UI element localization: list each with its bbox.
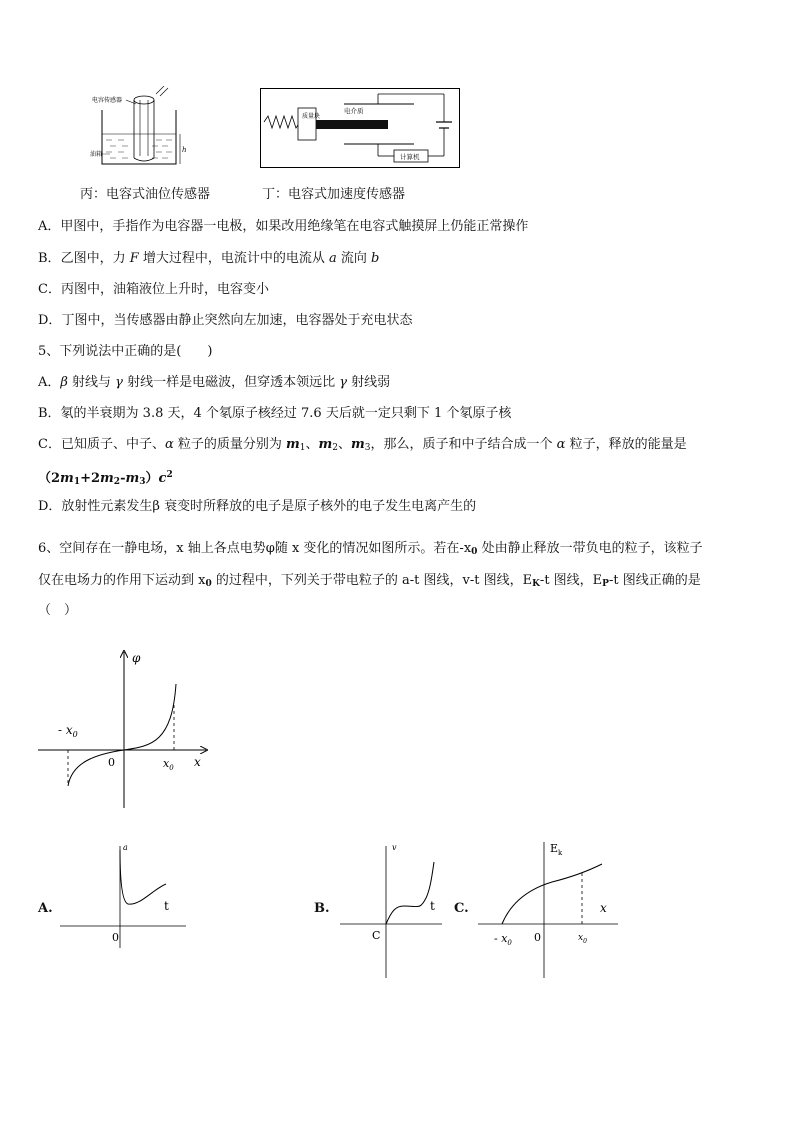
subscript: 0 [471,547,478,557]
q4-option-b [38,250,379,268]
x0-label: $x_0$ [578,933,587,945]
stem-text: 处由静止释放一带负电的粒子，该粒子 [477,541,703,556]
symbol-beta: β [60,375,68,390]
stem-text: 仅在电场力的作用下运动到 x [38,573,206,588]
option-b-label: B. [314,901,330,916]
symbol-c: c [158,471,167,486]
origin-label: 0 [534,931,541,944]
q5-option-a [38,374,390,392]
option-letter: A． [38,219,61,234]
q5-option-d: D．放射性元素发生β 衰变时所释放的电子是原子核外的电子发生电离产生的 [38,499,477,514]
ek-label: $E_k$ [550,842,563,857]
stem-text: -t 图线，E [539,573,603,588]
subscript: 3 [364,443,371,453]
x-axis-label: x [194,755,201,769]
subscript: 1 [299,443,306,453]
phi-x-graph [36,646,212,814]
subscript: 3 [139,477,146,487]
option-c-graph [478,838,622,982]
label-dielectric: 电介质 [344,107,364,115]
formula-part: ） [145,471,159,486]
option-text: 乙图中，力 [60,251,130,266]
option-text: 丙图中，油箱液位上升时，电容变小 [60,282,269,297]
option-text: 流向 [336,251,372,266]
q4-option-a [38,218,528,236]
q4-option-c [38,281,269,299]
q5-stem: 5、下列说法中正确的是( ) [38,344,213,359]
symbol-a: a [329,251,337,266]
a-label: a [123,843,128,852]
t-label: t [164,899,169,913]
symbol-m: m [286,437,300,452]
symbol-m: m [318,437,333,452]
caption-bing: 丙：电容式油位传感器 [80,187,211,202]
option-letter: D． [38,313,62,328]
symbol-f: F [129,251,139,266]
option-letter: B． [38,251,61,266]
symbol-b: b [371,251,380,266]
option-text: 增大过程中，电流计中的电流从 [138,251,329,266]
figure-bing-oil-sensor [88,86,193,172]
q6-stem-line3: （ ） [38,603,78,618]
subscript: 0 [205,579,212,589]
option-c-label: C. [454,901,469,916]
option-text: ，那么，质子和中子结合成一个 [370,437,557,452]
option-text: 粒子，释放的能量是 [565,437,687,452]
option-text: 甲图中，手指作为电容器一电极，如果改用绝缘笔在电容式触摸屏上仍能正常操作 [60,219,529,234]
symbol-alpha: α [164,437,174,452]
label-mass-block: 质量块 [302,113,321,120]
q5-option-c-formula [38,466,173,491]
q6-stem-line2 [38,572,701,593]
symbol-m: m [60,471,74,486]
label-computer: 计算机 [400,153,420,161]
option-text: 射线一样是电磁波，但穿透本领远比 [122,375,340,390]
stem-text: 的过程中，下列关于带电粒子的 a-t 图线，v-t 图线，E [211,573,533,588]
option-a-label: A. [38,901,53,916]
subscript: P [602,579,609,589]
option-text: C．已知质子、中子、 [38,437,165,452]
neg-x0-label: - $x_0$ [58,723,78,739]
origin-label: 0 [112,931,119,944]
subscript: 2 [113,477,121,487]
figure-ding-acceleration-sensor [260,88,460,168]
symbol-m: m [351,437,365,452]
symbol-gamma: γ [115,375,123,390]
formula-part: +2 [80,471,101,486]
subscript: K [532,579,540,589]
x0-label: $x_0$ [163,757,174,772]
phi-label: φ [132,651,141,665]
q5-option-b: B．氡的半衰期为 3.8 天，4 个氡原子核经过 7.6 天后就一定只剩下 1 个氡原子核 [38,406,512,421]
symbol-m: m [100,471,114,486]
x-axis-label: x [600,901,607,915]
option-text: 射线与 [67,375,116,390]
q6-stem-line1 [38,540,703,561]
subscript: 1 [73,477,81,487]
label-oil-tank: 油箱 [90,151,103,158]
symbol-gamma: γ [339,375,347,390]
superscript: 2 [166,470,173,480]
symbol-alpha: α [556,437,566,452]
origin-label: C [372,929,381,942]
stem-text: -t 图线正确的是 [608,573,701,588]
formula-part: - [120,471,126,486]
option-b-graph [340,840,450,980]
origin-label: 0 [108,756,115,769]
option-letter: A． [38,375,61,390]
symbol-m: m [125,471,140,486]
option-text: 丁图中，当传感器由静止突然向左加速，电容器处于充电状态 [61,313,413,328]
label-capacitive-sensor: 电容传感器 [92,97,123,104]
option-text: 射线弱 [347,375,391,390]
q4-option-d [38,312,412,330]
label-h: h [182,146,187,154]
t-label: t [430,899,435,913]
v-label: v [392,843,397,852]
q5-option-c: C．已知质子、中子、α 粒子的质量分别为 $m_1$、$m_2$、$m_3$，那么，质子和中子结合成一个 α 粒子，释放的能量是 [38,437,687,453]
caption-ding: 丁：电容式加速度传感器 [262,187,406,202]
option-letter: C． [38,282,61,297]
subscript: 2 [332,443,339,453]
option-a-graph [60,840,190,950]
neg-x0-label: - $x_0$ [494,932,512,947]
stem-text: 6、空间存在一静电场，x 轴上各点电势φ随 x 变化的情况如图所示。若在-x [38,541,472,556]
formula-part: （2 [38,471,61,486]
option-text: 粒子的质量分别为 [173,437,286,452]
